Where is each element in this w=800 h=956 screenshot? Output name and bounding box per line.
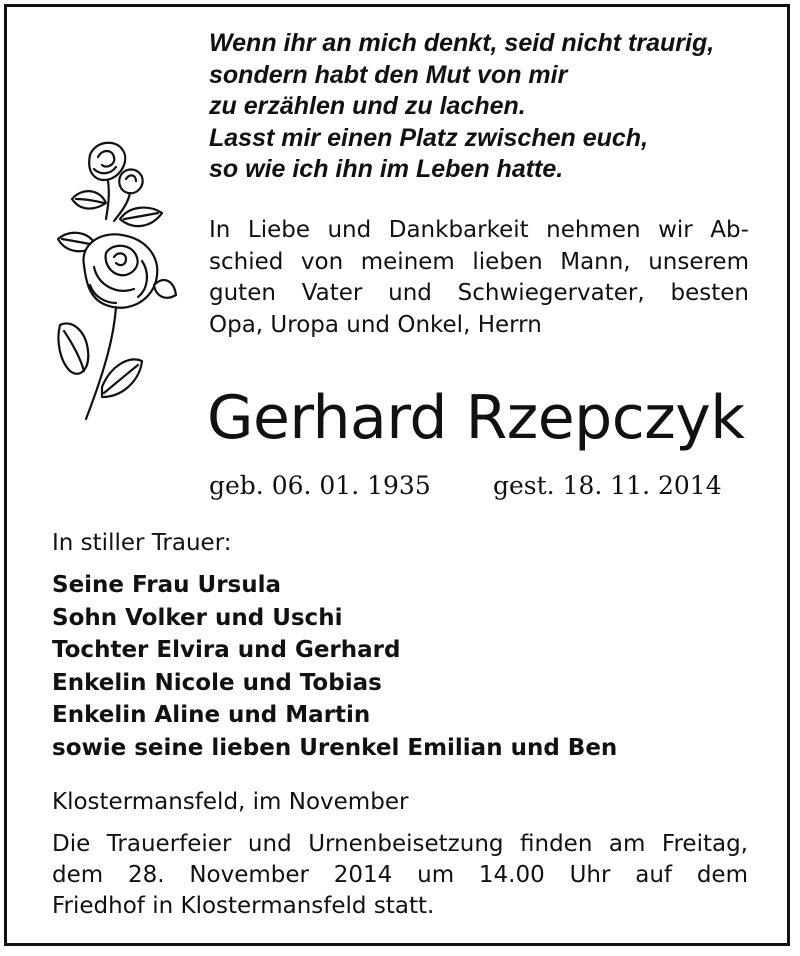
- poem-line: so wie ich ihn im Leben hatte.: [209, 155, 564, 183]
- life-dates: [209, 470, 729, 502]
- poem-line: Wenn ihr an mich denkt, seid nicht traurig,: [209, 29, 715, 57]
- poem: [209, 28, 769, 186]
- rose-icon: [50, 135, 180, 435]
- family-member: Seine Frau Ursula: [52, 572, 282, 598]
- intro-line: In Liebe und Dankbarkeit nehmen wir Ab-: [209, 217, 749, 243]
- funeral-info: [52, 829, 748, 922]
- family-member: sowie seine lieben Urenkel Emilian und Ben: [52, 734, 618, 761]
- intro-line: guten Vater und Schwiegervater, besten: [209, 280, 749, 306]
- intro-line: schied von meinem lieben Mann, unserem: [209, 248, 749, 275]
- funeral-line: dem 28. November 2014 um 14.00 Uhr auf dem: [52, 862, 748, 888]
- intro-line: Opa, Uropa und Onkel, Herrn: [209, 311, 542, 338]
- place-date: Klostermansfeld, im November: [52, 789, 409, 815]
- funeral-line: Friedhof in Klostermansfeld statt.: [52, 893, 435, 919]
- family-list: [52, 569, 617, 764]
- deceased-name: Gerhard Rzepczyk: [207, 383, 745, 453]
- poem-line: sondern habt den Mut von mir: [209, 60, 568, 89]
- family-member: Enkelin Aline und Martin: [52, 702, 371, 728]
- birth-date: geb. 06. 01. 1935: [209, 471, 431, 500]
- death-date: gest. 18. 11. 2014: [493, 471, 722, 500]
- family-member: Sohn Volker und Uschi: [52, 604, 343, 631]
- intro-text: [209, 215, 749, 341]
- family-member: Enkelin Nicole und Tobias: [52, 669, 382, 696]
- family-member: Tochter Elvira und Gerhard: [52, 637, 401, 663]
- poem-line: Lasst mir einen Platz zwischen euch,: [209, 123, 649, 152]
- mourning-label: In stiller Trauer:: [52, 530, 232, 556]
- funeral-line: Die Trauerfeier und Urnenbeisetzung finden am Freitag,: [52, 831, 748, 857]
- poem-line: zu erzählen und zu lachen.: [209, 92, 526, 120]
